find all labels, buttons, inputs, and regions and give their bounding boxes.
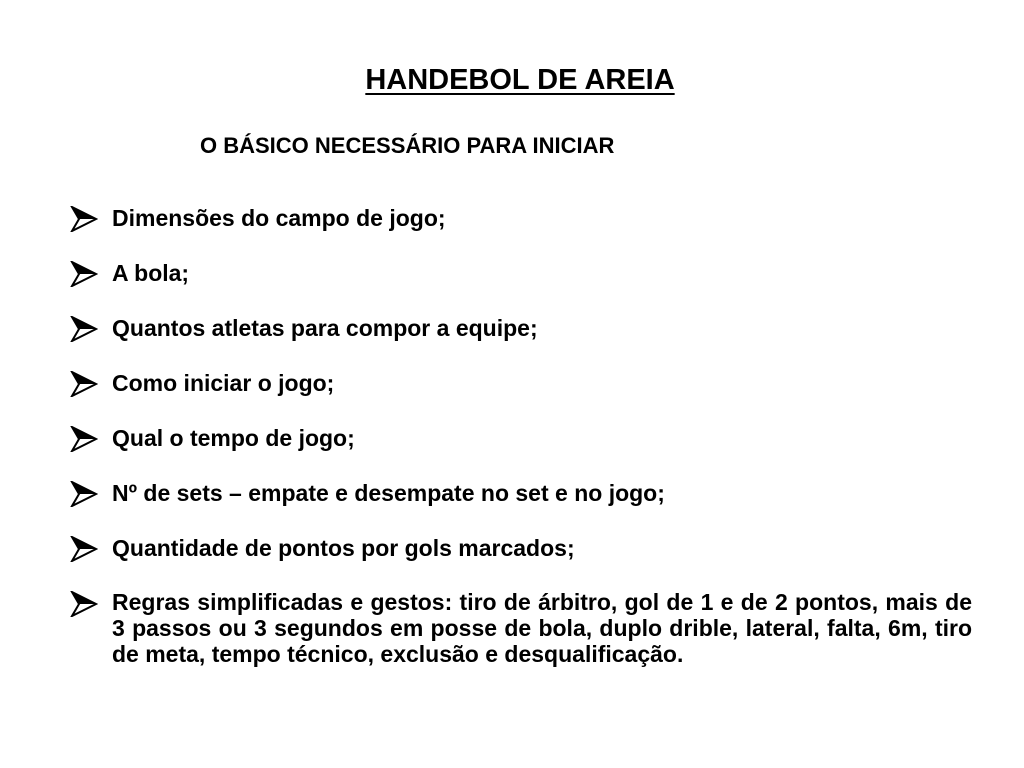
arrowhead-bullet-icon	[70, 481, 98, 507]
slide-title	[0, 62, 1024, 98]
slide-subtitle: O BÁSICO NECESSÁRIO PARA INICIAR	[200, 133, 615, 158]
bullet-text: Nº de sets – empate e desempate no set e no jogo;	[112, 480, 665, 506]
arrowhead-bullet-icon	[70, 261, 98, 287]
arrowhead-bullet-icon	[70, 371, 98, 397]
arrowhead-bullet-icon	[70, 536, 98, 562]
bullet-list	[70, 204, 972, 694]
arrowhead-bullet-icon	[70, 316, 98, 342]
slide-title-text: HANDEBOL DE AREIA	[365, 64, 675, 96]
bullet-text: Regras simplificadas e gestos: tiro de árbitro, gol de 1 e de 2 pontos, mais de 3 passos ou 3 segundos em posse de bola, duplo drible, lateral, falta, 6m, tiro de meta, tempo técnico, exclusão e desqualificação.	[112, 589, 972, 667]
bullet-text: Quantos atletas para compor a equipe;	[112, 315, 538, 341]
list-item	[70, 479, 972, 507]
bullet-text: Como iniciar o jogo;	[112, 370, 335, 396]
bullet-text: Quantidade de pontos por gols marcados;	[112, 535, 575, 561]
bullet-text: A bola;	[112, 260, 190, 286]
bullet-text: Qual o tempo de jogo;	[112, 425, 355, 451]
list-item	[70, 259, 972, 287]
list-item	[70, 534, 972, 562]
arrowhead-bullet-icon	[70, 426, 98, 452]
list-item	[70, 314, 972, 342]
list-item	[70, 204, 972, 232]
arrowhead-bullet-icon	[70, 206, 98, 232]
list-item	[70, 424, 972, 452]
list-item	[70, 589, 972, 667]
arrowhead-bullet-icon	[70, 591, 98, 617]
bullet-text: Dimensões do campo de jogo;	[112, 205, 446, 231]
list-item	[70, 369, 972, 397]
